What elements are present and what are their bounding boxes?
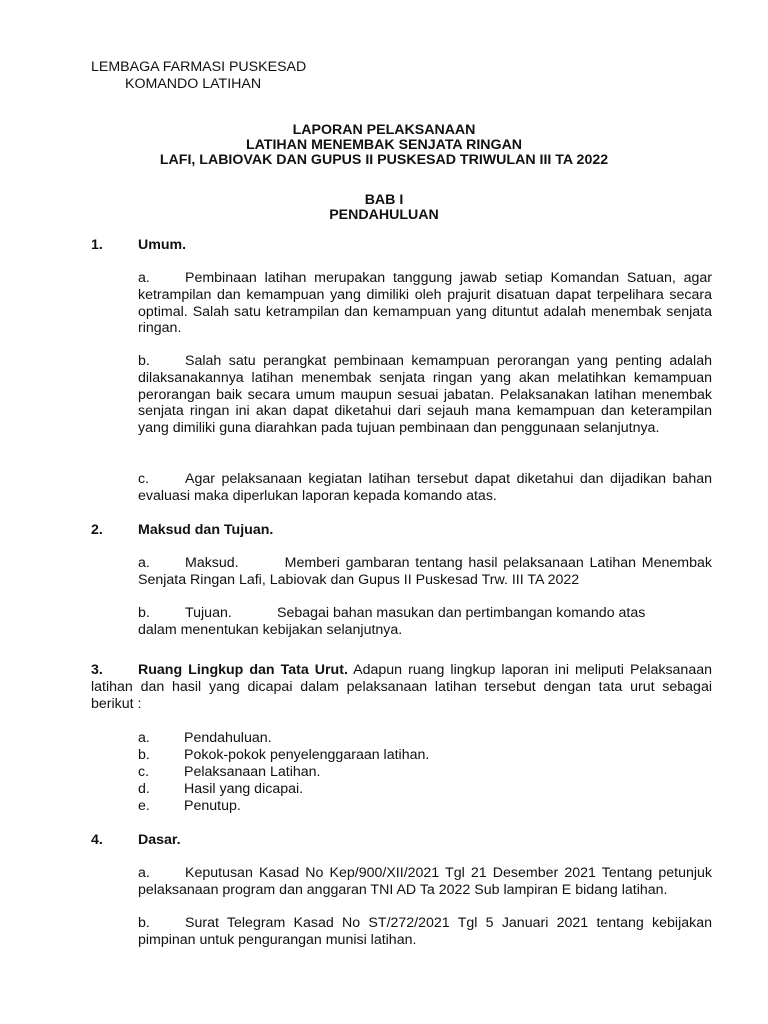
item-text: Surat Telegram Kasad No ST/272/2021 Tgl 5 Januari 2021 tentang kebijakan pimpinan untuk pengurangan munisi latihan.: [138, 915, 712, 948]
section-1-number: 1.: [91, 237, 103, 253]
section-2-heading: Maksud dan Tujuan.: [138, 522, 274, 538]
section-2-item-a: [138, 555, 712, 589]
item-label: b.: [138, 353, 150, 369]
item-term: Tujuan.: [185, 605, 232, 621]
item-text: Salah satu perangkat pembinaan kemampuan perorangan yang penting adalah dilaksanakannya latihan menembak senjata ringan yang akan melatihkan kemampuan perorangan baik secara umum maupun sesuai jabatan. Pelaksanakan latihan menembak senjata ringan ini akan dapat diketahui dari sejauh mana kemampuan dan keterampilan yang dimiliki guna diarahkan pada tujuan pembinaan dan penggunaan selanjutnya.: [138, 353, 712, 437]
section-2-item-b-continued: dalam menentukan kebijakan selanjutnya.: [138, 622, 403, 638]
list-item: e. Penutup.: [138, 798, 241, 814]
chapter-name: PENDAHULUAN: [329, 207, 439, 223]
item-text: Sebagai bahan masukan dan pertimbangan komando atas: [277, 605, 646, 621]
report-title-line2: LATIHAN MENEMBAK SENJATA RINGAN: [245, 137, 523, 153]
section-3-paragraph: [91, 662, 712, 712]
section-4-number: 4.: [91, 832, 103, 848]
item-text: Pembinaan latihan merupakan tanggung jawab setiap Komandan Satuan, agar ketrampilan dan kemampuan yang dimiliki oleh prajurit disatuan dapat terpelihara secara optimal. Salah satu ketrampilan dan kemampuan yang dituntut adalah menembak senjata ringan.: [138, 270, 712, 337]
list-item: c. Pelaksanaan Latihan.: [138, 764, 321, 780]
list-item: a. Pendahuluan.: [138, 730, 272, 746]
section-1-item-b: [138, 353, 712, 437]
section-4-item-b: [138, 915, 712, 949]
section-3-number: 3.: [91, 662, 103, 678]
item-label: b.: [138, 605, 150, 621]
item-label: a.: [138, 555, 150, 571]
item-label: a.: [138, 865, 150, 881]
section-3-text: Adapun ruang lingkup laporan ini meliputi Pelaksanaan latihan dan hasil yang dicapai dalam pelaksanaan latihan tersebut dengan tata urut sebagai berikut :: [91, 662, 712, 712]
section-2-number: 2.: [91, 522, 103, 538]
section-2-item-b: [138, 605, 645, 622]
org-unit: KOMANDO LATIHAN: [125, 76, 262, 92]
item-label: a.: [138, 270, 150, 286]
section-4-item-a: [138, 865, 712, 899]
report-title-line1: LAPORAN PELAKSANAAN: [292, 122, 476, 138]
section-1-item-c: [138, 471, 712, 505]
item-text: Agar pelaksanaan kegiatan latihan tersebut dapat diketahui dan dijadikan bahan evaluasi maka diperlukan laporan kepada komando atas.: [138, 471, 712, 504]
list-item: b. Pokok-pokok penyelenggaraan latihan.: [138, 747, 430, 763]
item-label: b.: [138, 915, 150, 931]
list-item: d. Hasil yang dicapai.: [138, 781, 304, 797]
org-name: LEMBAGA FARMASI PUSKESAD: [91, 59, 307, 75]
section-4-heading: Dasar.: [138, 832, 181, 848]
item-text: Memberi gambaran tentang hasil pelaksanaan Latihan Menembak Senjata Ringan Lafi, Labiovak dan Gupus II Puskesad Trw. III TA 2022: [138, 555, 712, 588]
item-term: Maksud.: [185, 555, 239, 571]
item-text: Keputusan Kasad No Kep/900/XII/2021 Tgl 21 Desember 2021 Tentang petunjuk pelaksanaan program dan anggaran TNI AD Ta 2022 Sub lampiran E bidang latihan.: [138, 865, 712, 898]
chapter-label: BAB I: [364, 192, 404, 208]
section-1-item-a: [138, 270, 712, 337]
report-title-line3: LAFI, LABIOVAK DAN GUPUS II PUSKESAD TRIWULAN III TA 2022: [159, 152, 609, 168]
section-3-heading: Ruang Lingkup dan Tata Urut.: [138, 662, 348, 678]
section-1-heading: Umum.: [138, 237, 187, 253]
item-label: c.: [138, 471, 150, 487]
